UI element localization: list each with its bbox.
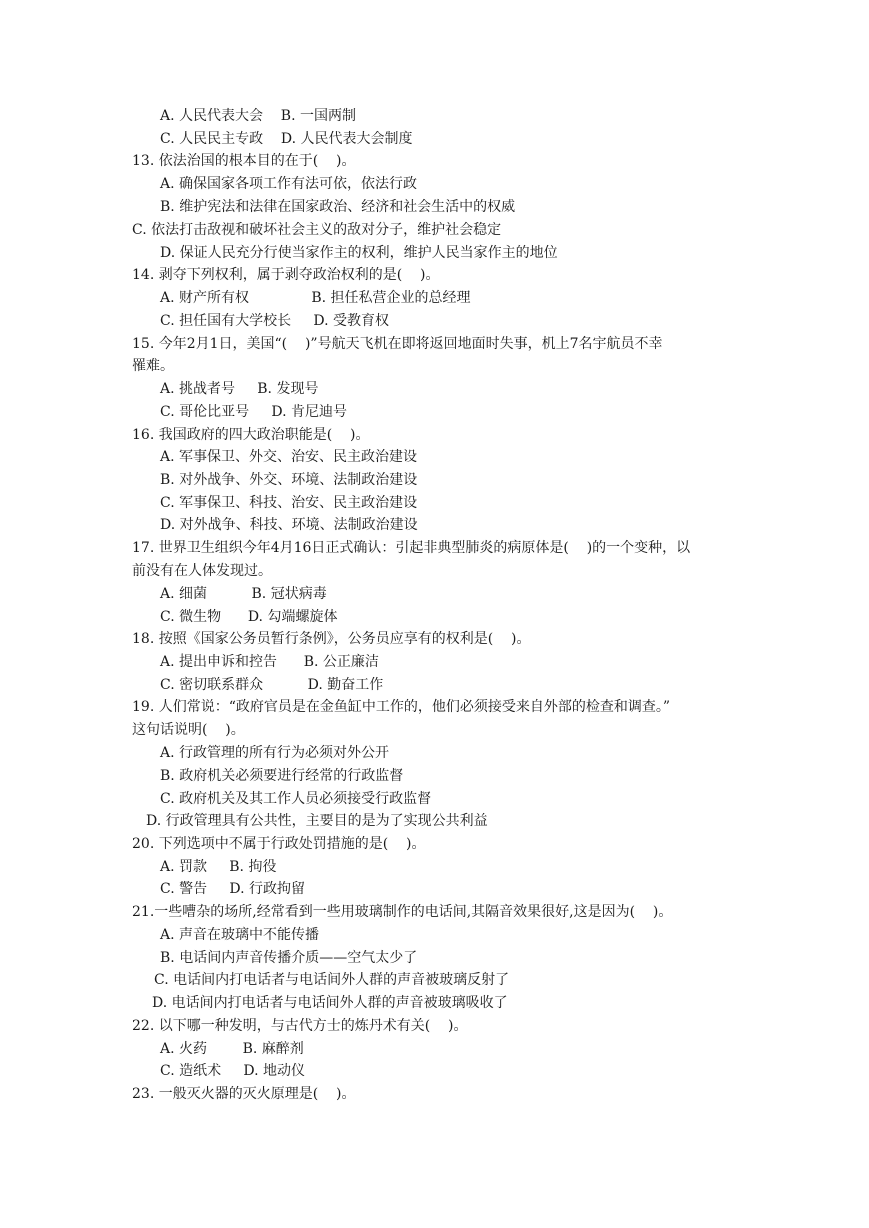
question-17-cont: 前没有在人体发现过。: [132, 563, 272, 579]
option-line: A. 确保国家各项工作有法可依，依法行政: [160, 176, 418, 192]
option-line: A. 人民代表大会 B. 一国两制: [160, 108, 356, 124]
option-line: A. 提出申诉和控告 B. 公正廉洁: [160, 654, 379, 670]
option-line: C. 密切联系群众 D. 勤奋工作: [160, 677, 384, 693]
question-19: 19. 人们常说：“政府官员是在金鱼缸中工作的，他们必须接受来自外部的检查和调查。”: [132, 699, 671, 715]
option-line: C. 人民民主专政 D. 人民代表大会制度: [160, 131, 413, 147]
option-line: C. 担任国有大学校长 D. 受教育权: [160, 313, 389, 329]
option-line: A. 挑战者号 B. 发现号: [160, 381, 319, 397]
option-line: C. 依法打击敌视和破坏社会主义的敌对分子，维护社会稳定: [132, 222, 502, 238]
option-line: C. 警告 D. 行政拘留: [160, 881, 305, 897]
option-line: B. 对外战争、外交、环境、法制政治建设: [160, 472, 418, 488]
option-line: D. 对外战争、科技、环境、法制政治建设: [160, 517, 418, 533]
option-line: C. 哥伦比亚号 D. 肯尼迪号: [160, 404, 347, 420]
question-21: 21.一些嘈杂的场所,经常看到一些用玻璃制作的电话间,其隔音效果很好,这是因为( )。: [132, 904, 673, 920]
option-line: C. 造纸术 D. 地动仪: [160, 1063, 305, 1079]
question-22: 22. 以下哪一种发明，与古代方士的炼丹术有关( )。: [132, 1018, 468, 1034]
option-line: D. 行政管理具有公共性，主要目的是为了实现公共利益: [146, 813, 488, 829]
option-line: C. 政府机关及其工作人员必须接受行政监督: [160, 791, 432, 807]
option-line: A. 声音在玻璃中不能传播: [160, 927, 320, 943]
question-13: 13. 依法治国的根本目的在于( )。: [132, 153, 356, 169]
option-line: C. 微生物 D. 勾端螺旋体: [160, 609, 338, 625]
question-14: 14. 剥夺下列权利，属于剥夺政治权利的是( )。: [132, 267, 440, 283]
option-line: A. 细菌 B. 冠状病毒: [160, 586, 327, 602]
option-line: D. 电话间内打电话者与电话间外人群的声音被玻璃吸收了: [152, 995, 508, 1011]
option-line: D. 保证人民充分行使当家作主的权利，维护人民当家作主的地位: [160, 245, 558, 261]
question-18: 18. 按照《国家公务员暂行条例》，公务员应享有的权利是( )。: [132, 631, 531, 647]
option-line: A. 军事保卫、外交、治安、民主政治建设: [160, 449, 418, 465]
question-15-cont: 罹难。: [132, 358, 174, 374]
question-19-cont: 这句话说明( )。: [132, 722, 245, 738]
option-line: A. 罚款 B. 拘役: [160, 859, 277, 875]
option-line: C. 军事保卫、科技、治安、民主政治建设: [160, 495, 418, 511]
option-line: B. 维护宪法和法律在国家政治、经济和社会生活中的权威: [160, 199, 516, 215]
question-23: 23. 一般灭火器的灭火原理是( )。: [132, 1086, 356, 1102]
option-line: C. 电话间内打电话者与电话间外人群的声音被玻璃反射了: [154, 972, 510, 988]
question-16: 16. 我国政府的四大政治职能是( )。: [132, 427, 370, 443]
question-17: 17. 世界卫生组织今年4月16日正式确认：引起非典型肺炎的病原体是( )的一个变种，以: [132, 540, 691, 556]
question-15: 15. 今年2月1日，美国“( )”号航天飞机在即将返回地面时失事，机上7名宇航员不幸: [132, 336, 663, 352]
option-line: A. 火药 B. 麻醉剂: [160, 1041, 304, 1057]
option-line: A. 行政管理的所有行为必须对外公开: [160, 745, 390, 761]
option-line: A. 财产所有权 B. 担任私营企业的总经理: [160, 290, 471, 306]
option-line: B. 电话间内声音传播介质——空气太少了: [160, 950, 418, 966]
option-line: B. 政府机关必须要进行经常的行政监督: [160, 768, 404, 784]
question-20: 20. 下列选项中不属于行政处罚措施的是( )。: [132, 836, 426, 852]
